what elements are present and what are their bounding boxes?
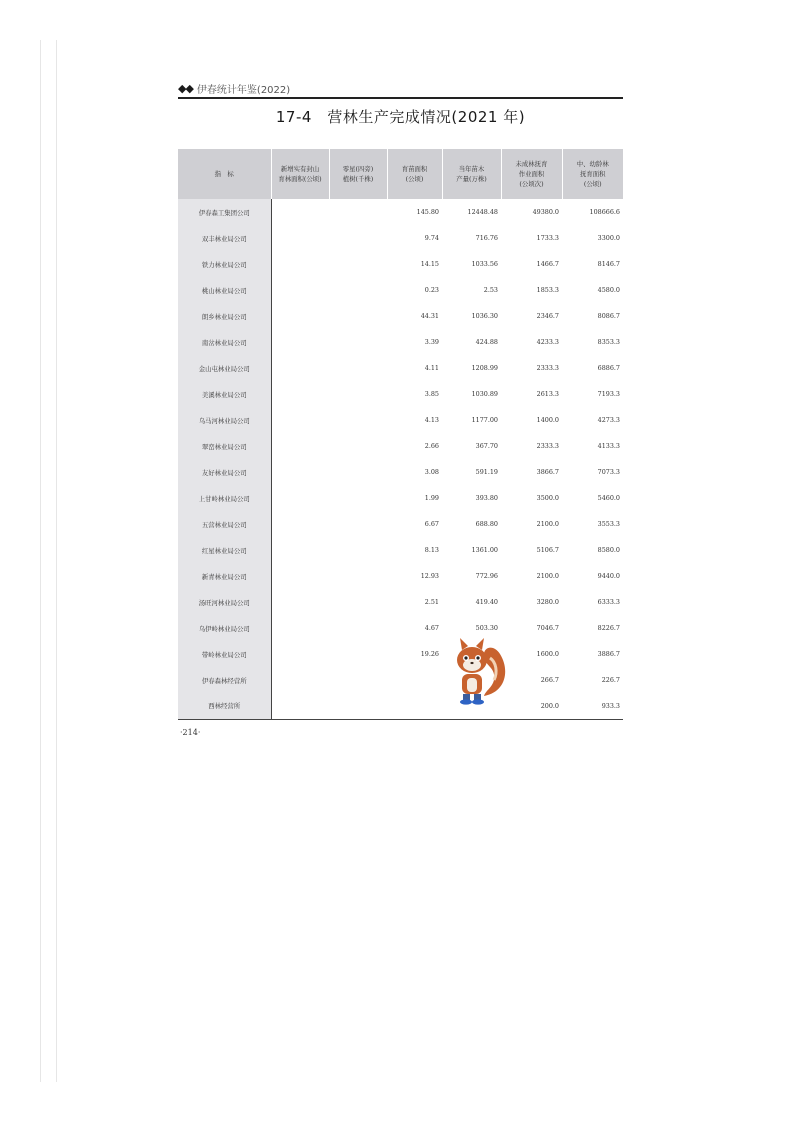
- header-scattered-planting: 零星(四旁) 植树(千株): [329, 149, 387, 199]
- cell-middle-young-tending: 3553.3: [597, 520, 620, 528]
- left-margin-line: [40, 40, 41, 1082]
- cell-nursery-area: 14.15: [420, 260, 439, 268]
- row-unit-name: 翠峦林业局公司: [178, 433, 271, 459]
- cell-nursery-area: 44.31: [420, 312, 439, 320]
- cell-closed-forest-area: [271, 511, 329, 537]
- cell-middle-young-tending: 4273.3: [597, 416, 620, 424]
- cell-young-stand-tending: 1733.3: [536, 234, 559, 242]
- cell-closed-forest-area: [271, 199, 329, 225]
- cell-scattered-planting: [329, 277, 387, 303]
- header-middle-young-tending: 中、幼龄林 抚育面积 (公顷): [562, 149, 623, 199]
- table-body: [178, 199, 623, 719]
- row-unit-name: 红星林业局公司: [178, 537, 271, 563]
- row-unit-name: 伊春森林经营所: [178, 667, 271, 693]
- diamond-icon: ◆◆: [178, 82, 193, 95]
- cell-scattered-planting: [329, 381, 387, 407]
- cell-scattered-planting: [329, 251, 387, 277]
- row-unit-name: 双丰林业局公司: [178, 225, 271, 251]
- cell-scattered-planting: [329, 615, 387, 641]
- row-unit-name: 友好林业局公司: [178, 459, 271, 485]
- cell-scattered-planting: [329, 667, 387, 693]
- cell-middle-young-tending: 7193.3: [597, 390, 620, 398]
- cell-middle-young-tending: 108666.6: [589, 208, 620, 216]
- header-closed-forest-area: 新增实有封山 育林面积(公顷): [271, 149, 329, 199]
- cell-young-stand-tending: 200.0: [501, 693, 562, 719]
- cell-nursery-area: 3.08: [424, 468, 439, 476]
- cell-closed-forest-area: [271, 563, 329, 589]
- cell-seedling-output: 1036.30: [471, 312, 498, 320]
- cell-young-stand-tending: 1466.7: [536, 260, 559, 268]
- cell-closed-forest-area: [271, 589, 329, 615]
- table-row: [178, 407, 623, 433]
- cell-seedling-output: 1030.89: [471, 390, 498, 398]
- cell-seedling-output: 1208.99: [471, 364, 498, 372]
- running-header: [178, 80, 623, 97]
- cell-young-stand-tending: 2100.0: [536, 520, 559, 528]
- cell-middle-young-tending: 3300.0: [597, 234, 620, 242]
- row-unit-name: 桃山林业局公司: [178, 277, 271, 303]
- cell-closed-forest-area: [271, 693, 329, 719]
- cell-nursery-area: [387, 693, 442, 719]
- cell-scattered-planting: [329, 459, 387, 485]
- table-row: [178, 511, 623, 537]
- cell-seedling-output: 591.19: [475, 468, 498, 476]
- cell-closed-forest-area: [271, 615, 329, 641]
- cell-middle-young-tending: 4133.3: [597, 442, 620, 450]
- cell-seedling-output: 2.53: [483, 286, 498, 294]
- cell-closed-forest-area: [271, 251, 329, 277]
- cell-seedling-output: 1361.00: [471, 546, 498, 554]
- table-row: [178, 355, 623, 381]
- table-row: [178, 381, 623, 407]
- row-unit-name: 朗乡林业局公司: [178, 303, 271, 329]
- cell-closed-forest-area: [271, 433, 329, 459]
- cell-nursery-area: 4.67: [424, 624, 439, 632]
- row-unit-name: 乌马河林业局公司: [178, 407, 271, 433]
- table-row: [178, 459, 623, 485]
- table-row: [178, 303, 623, 329]
- cell-seedling-output: 419.40: [475, 598, 498, 606]
- cell-middle-young-tending: 933.3: [562, 693, 623, 719]
- table-row: [178, 537, 623, 563]
- cell-closed-forest-area: [271, 277, 329, 303]
- cell-closed-forest-area: [271, 407, 329, 433]
- cell-nursery-area: 3.85: [424, 390, 439, 398]
- cell-nursery-area: 19.26: [420, 650, 439, 658]
- cell-nursery-area: 4.13: [424, 416, 439, 424]
- cell-young-stand-tending: 7046.7: [536, 624, 559, 632]
- cell-young-stand-tending: 2333.3: [536, 364, 559, 372]
- table-row: [178, 277, 623, 303]
- cell-nursery-area: 0.23: [424, 286, 439, 294]
- row-unit-name: 西林经营所: [178, 693, 271, 719]
- cell-seedling-output: 424.88: [475, 338, 498, 346]
- header-seedling-output: 当年苗木 产量(万株): [442, 149, 501, 199]
- table-row: [178, 641, 623, 667]
- cell-seedling-output: 1177.00: [471, 416, 498, 424]
- table-row: [178, 563, 623, 589]
- row-unit-name: 金山屯林业局公司: [178, 355, 271, 381]
- cell-middle-young-tending: 8580.0: [597, 546, 620, 554]
- cell-young-stand-tending: 3500.0: [536, 494, 559, 502]
- cell-nursery-area: 2.66: [424, 442, 439, 450]
- cell-young-stand-tending: 2613.3: [536, 390, 559, 398]
- cell-middle-young-tending: 8353.3: [597, 338, 620, 346]
- row-unit-name: 美溪林业局公司: [178, 381, 271, 407]
- cell-nursery-area: [387, 667, 442, 693]
- cell-seedling-output: 1033.56: [471, 260, 498, 268]
- header-indicator: 指 标: [178, 149, 271, 199]
- row-unit-name: 伊春森工集团公司: [178, 199, 271, 225]
- cell-seedling-output: 772.96: [475, 572, 498, 580]
- row-unit-name: 汤旺河林业局公司: [178, 589, 271, 615]
- header-rule: [178, 97, 623, 99]
- cell-closed-forest-area: [271, 225, 329, 251]
- row-unit-name: 五营林业局公司: [178, 511, 271, 537]
- cell-seedling-output: 12448.48: [467, 208, 498, 216]
- row-unit-name: 铁力林业局公司: [178, 251, 271, 277]
- cell-closed-forest-area: [271, 485, 329, 511]
- table-row: [178, 433, 623, 459]
- cell-young-stand-tending: 3280.0: [536, 598, 559, 606]
- cell-closed-forest-area: [271, 537, 329, 563]
- cell-young-stand-tending: 2346.7: [536, 312, 559, 320]
- cell-seedling-output: 716.76: [475, 234, 498, 242]
- cell-middle-young-tending: 6333.3: [597, 598, 620, 606]
- cell-scattered-planting: [329, 303, 387, 329]
- row-unit-name: 新青林业局公司: [178, 563, 271, 589]
- cell-closed-forest-area: [271, 303, 329, 329]
- cell-scattered-planting: [329, 641, 387, 667]
- table-row: [178, 693, 623, 719]
- cell-middle-young-tending: 5460.0: [597, 494, 620, 502]
- cell-scattered-planting: [329, 199, 387, 225]
- cell-seedling-output: 393.80: [475, 494, 498, 502]
- table-row: [178, 667, 623, 693]
- cell-scattered-planting: [329, 485, 387, 511]
- row-unit-name: 南岔林业局公司: [178, 329, 271, 355]
- cell-scattered-planting: [329, 537, 387, 563]
- cell-middle-young-tending: 6886.7: [597, 364, 620, 372]
- cell-middle-young-tending: 3886.7: [597, 650, 620, 658]
- left-margin-line-inner: [56, 40, 57, 1082]
- cell-young-stand-tending: 1600.0: [536, 650, 559, 658]
- cell-middle-young-tending: 8086.7: [597, 312, 620, 320]
- cell-scattered-planting: [329, 693, 387, 719]
- cell-closed-forest-area: [271, 355, 329, 381]
- table-row: [178, 225, 623, 251]
- yearbook-title: 伊春统计年鉴(2022): [196, 85, 291, 96]
- cell-closed-forest-area: [271, 381, 329, 407]
- cell-young-stand-tending: 2100.0: [536, 572, 559, 580]
- table-row: [178, 329, 623, 355]
- cell-nursery-area: 1.99: [424, 494, 439, 502]
- cell-young-stand-tending: 2333.3: [536, 442, 559, 450]
- forestry-production-table: [178, 149, 623, 720]
- cell-young-stand-tending: 5106.7: [536, 546, 559, 554]
- cell-nursery-area: 12.93: [420, 572, 439, 580]
- cell-scattered-planting: [329, 433, 387, 459]
- cell-closed-forest-area: [271, 667, 329, 693]
- header-nursery-area: 育苗面积 (公顷): [387, 149, 442, 199]
- table-row: [178, 485, 623, 511]
- cell-scattered-planting: [329, 329, 387, 355]
- cell-seedling-output: 688.80: [475, 520, 498, 528]
- cell-scattered-planting: [329, 407, 387, 433]
- cell-young-stand-tending: 266.7: [540, 676, 559, 684]
- table-row: [178, 615, 623, 641]
- cell-nursery-area: 2.51: [424, 598, 439, 606]
- cell-closed-forest-area: [271, 459, 329, 485]
- cell-young-stand-tending: 4233.3: [536, 338, 559, 346]
- row-unit-name: 上甘岭林业局公司: [178, 485, 271, 511]
- cell-scattered-planting: [329, 563, 387, 589]
- cell-seedling-output: 367.70: [475, 442, 498, 450]
- cell-middle-young-tending: 7073.3: [597, 468, 620, 476]
- cell-young-stand-tending: 3866.7: [536, 468, 559, 476]
- cell-closed-forest-area: [271, 641, 329, 667]
- table-row: [178, 251, 623, 277]
- cell-young-stand-tending: 1400.0: [536, 416, 559, 424]
- page-number: ·214·: [180, 728, 201, 737]
- table-row: [178, 589, 623, 615]
- cell-middle-young-tending: 226.7: [601, 676, 620, 684]
- cell-middle-young-tending: 8146.7: [597, 260, 620, 268]
- page-title: 17-4 营林生产完成情况(2021 年): [275, 108, 526, 126]
- cell-nursery-area: 4.11: [424, 364, 439, 372]
- squirrel-mascot-icon: [440, 636, 512, 708]
- row-unit-name: 带岭林业局公司: [178, 641, 271, 667]
- table-header: [178, 149, 623, 199]
- cell-young-stand-tending: 49380.0: [532, 208, 559, 216]
- cell-scattered-planting: [329, 589, 387, 615]
- cell-scattered-planting: [329, 355, 387, 381]
- cell-closed-forest-area: [271, 329, 329, 355]
- row-unit-name: 乌伊岭林业局公司: [178, 615, 271, 641]
- cell-middle-young-tending: 9440.0: [597, 572, 620, 580]
- cell-nursery-area: 3.39: [424, 338, 439, 346]
- cell-middle-young-tending: 4580.0: [597, 286, 620, 294]
- cell-scattered-planting: [329, 511, 387, 537]
- header-young-stand-tending: 未成林抚育 作业面积 (公顷次): [501, 149, 562, 199]
- cell-nursery-area: 6.67: [424, 520, 439, 528]
- cell-nursery-area: 9.74: [424, 234, 439, 242]
- cell-nursery-area: 145.80: [416, 208, 439, 216]
- cell-middle-young-tending: 8226.7: [597, 624, 620, 632]
- cell-seedling-output: 503.30: [475, 624, 498, 632]
- cell-young-stand-tending: 1853.3: [536, 286, 559, 294]
- cell-nursery-area: 8.13: [424, 546, 439, 554]
- cell-scattered-planting: [329, 225, 387, 251]
- table-row: [178, 199, 623, 225]
